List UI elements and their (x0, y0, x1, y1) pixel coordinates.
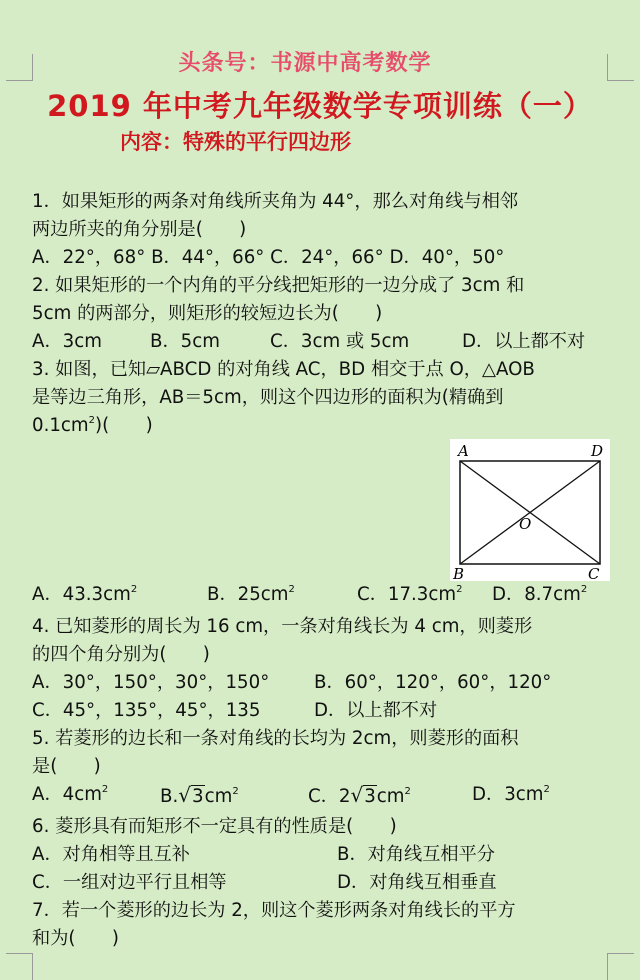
question-4-option-a: A．30°，150°，30°，150° (32, 672, 270, 693)
option-text: C．17.3cm (357, 584, 457, 605)
question-3-options (32, 581, 612, 613)
vertex-label-b: B (453, 565, 465, 581)
question-5-option-d (472, 781, 550, 809)
superscript: 2 (101, 784, 109, 795)
question-1-text-line-1: 1．如果矩形的两条对角线所夹角为 44°，那么对角线与相邻 (32, 191, 519, 212)
question-4-text-line-2: 的四个角分别为( ) (32, 644, 210, 665)
option-text: A．43.3cm (32, 584, 131, 605)
superscript: 2 (288, 584, 295, 595)
question-1-options: A．22°，68° B．44°，66° C．24°，66° D．40°，50° (32, 247, 505, 268)
superscript: 2 (543, 784, 550, 795)
option-unit: cm (204, 786, 233, 807)
question-6 (32, 813, 612, 897)
question-3-option-c (357, 581, 462, 609)
superscript: 2 (580, 584, 588, 595)
question-3-text-line-3 (32, 412, 612, 440)
option-text: C．2 (308, 786, 351, 807)
question-5-options (32, 781, 612, 813)
page-title: 2019 年中考九年级数学专项训练（一） (47, 89, 593, 123)
question-4-options-row-2 (32, 697, 612, 725)
sqrt-icon: √ (350, 783, 364, 807)
question-2 (32, 272, 612, 356)
option-text: D．8.7cm (492, 584, 581, 605)
question-3-text-line-1: 3. 如图，已知▱ABCD 的对角线 AC，BD 相交于点 O，△AOB (32, 359, 535, 380)
question-6-option-b: B．对角线互相平分 (337, 844, 495, 865)
option-text: B．25cm (207, 584, 289, 605)
question-6-options-row-2 (32, 869, 612, 897)
superscript: 2 (88, 415, 96, 426)
rectangle-diagram-svg (450, 439, 610, 581)
question-1-text-line-2: 两边所夹的角分别是( ) (32, 219, 247, 240)
question-1 (32, 188, 612, 272)
option-text: B. (160, 786, 179, 807)
question-4-options-row-1 (32, 669, 612, 697)
question-3-option-b (207, 581, 295, 609)
question-5 (32, 725, 612, 813)
question-4-text-line-1: 4. 已知菱形的周长为 16 cm，一条对角线长为 4 cm，则菱形 (32, 616, 533, 637)
question-5-text-line-1: 5. 若菱形的边长和一条对角线的长均为 2cm，则菱形的面积 (32, 728, 519, 749)
page-subtitle: 内容：特殊的平行四边形 (120, 130, 351, 154)
center-label-o: O (519, 515, 532, 533)
question-3-blank: )( ) (95, 415, 153, 436)
question-2-options (32, 328, 612, 356)
question-7-text-line-2: 和为( ) (32, 928, 119, 949)
site-watermark: 头条号：书源中高考数学 (178, 51, 432, 76)
question-2-text-line-2: 5cm 的两部分，则矩形的较短边长为( ) (32, 303, 383, 324)
question-4 (32, 613, 612, 725)
question-5-option-c (308, 781, 411, 811)
superscript: 2 (404, 786, 411, 797)
question-6-options-row-1 (32, 841, 612, 869)
question-2-option-a: A．3cm (32, 331, 102, 352)
question-2-option-d: D．以上都不对 (462, 331, 586, 352)
option-unit: cm (376, 786, 405, 807)
radicand: 3 (192, 786, 204, 807)
superscript: 2 (456, 584, 463, 595)
question-4-option-c: C．45°，135°，45°，135 (32, 700, 261, 721)
superscript: 2 (130, 584, 138, 595)
option-text: A．4cm (32, 784, 102, 805)
question-6-text-line-1: 6. 菱形具有而矩形不一定具有的性质是( ) (32, 816, 397, 837)
question-3-option-a (32, 581, 137, 609)
question-6-option-d: D．对角线互相垂直 (337, 872, 497, 893)
vertex-label-d: D (591, 442, 604, 460)
crop-mark-bottom-left (6, 953, 33, 980)
vertex-label-c: C (588, 565, 600, 581)
question-2-option-c: C．3cm 或 5cm (270, 331, 410, 352)
vertex-label-a: A (458, 442, 469, 460)
question-7 (32, 897, 612, 953)
rectangle-diagram (450, 439, 610, 581)
question-3-option-d (492, 581, 587, 609)
radicand: 3 (364, 786, 376, 807)
question-3-text-line-2: 是等边三角形，AB＝5cm，则这个四边形的面积为(精确到 (32, 387, 504, 408)
crop-mark-bottom-right (607, 953, 634, 980)
question-7-text-line-1: 7．若一个菱形的边长为 2，则这个菱形两条对角线长的平方 (32, 900, 516, 921)
question-4-option-b: B．60°，120°，60°，120° (314, 672, 552, 693)
question-5-text-line-2: 是( ) (32, 756, 101, 777)
superscript: 2 (232, 786, 239, 797)
sqrt-icon: √ (178, 783, 192, 807)
question-3-precision-text: 0.1cm (32, 415, 89, 436)
option-text: D．3cm (472, 784, 544, 805)
question-5-option-a (32, 781, 108, 809)
question-2-text-line-1: 2. 如果矩形的一个内角的平分线把矩形的一边分成了 3cm 和 (32, 275, 525, 296)
question-5-option-b (160, 781, 239, 811)
question-2-option-b: B．5cm (150, 331, 220, 352)
question-6-option-c: C．一组对边平行且相等 (32, 872, 227, 893)
question-4-option-d: D．以上都不对 (314, 700, 438, 721)
question-6-option-a: A．对角相等且互补 (32, 844, 190, 865)
